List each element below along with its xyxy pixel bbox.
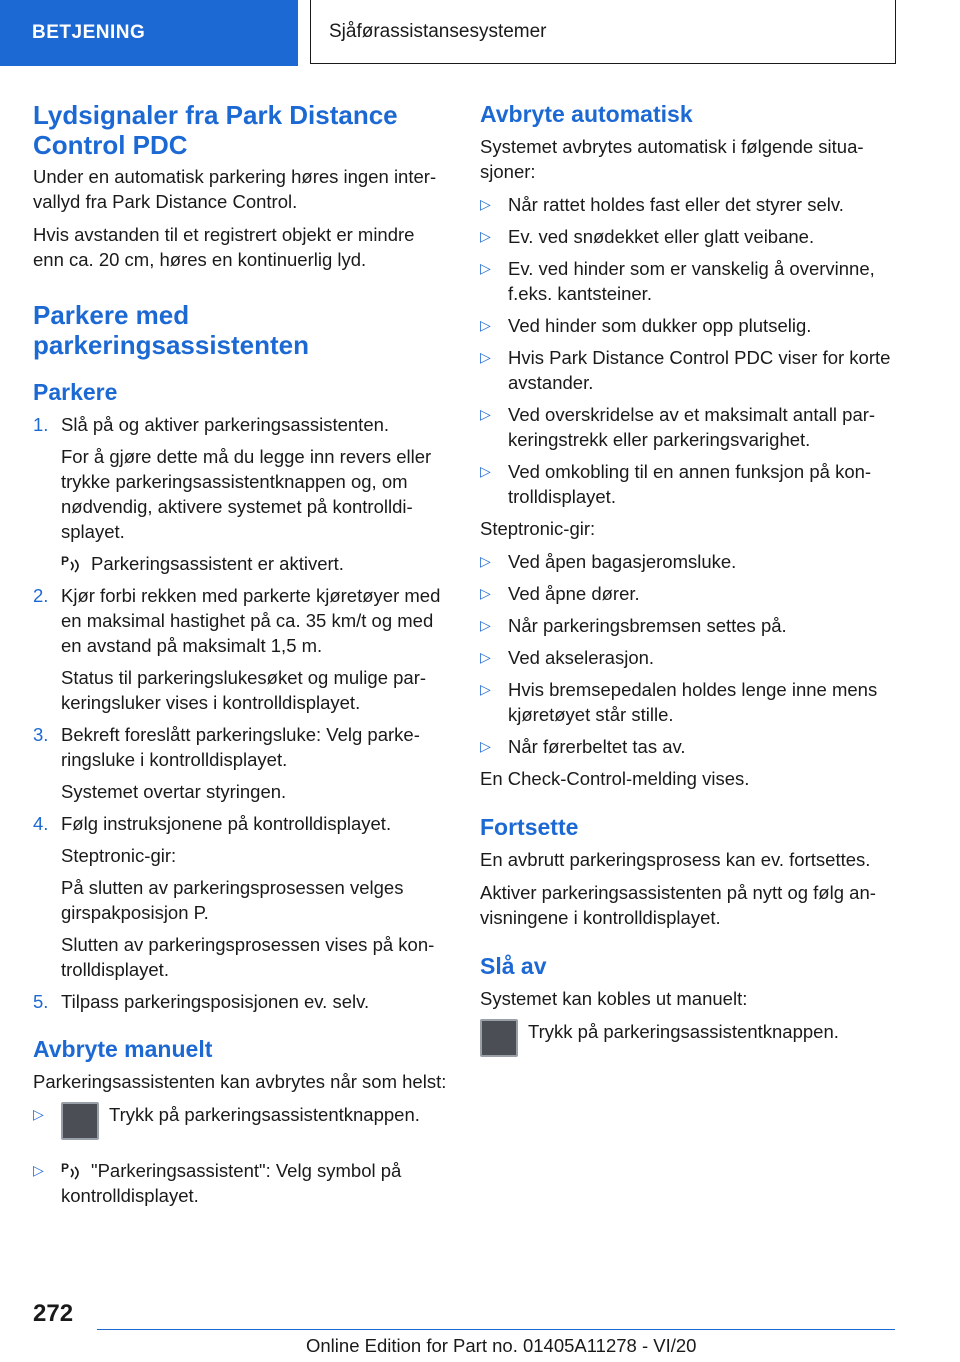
chapter-title: Sjåførassistansesystemer bbox=[310, 0, 896, 64]
step-number: 1. bbox=[33, 414, 49, 435]
bullet-text: Ved åpen bagasjeromsluke. bbox=[508, 551, 737, 572]
bullet-item bbox=[480, 224, 900, 249]
bullet-text: Hvis Park Distance Control PDC viser for korte avstander. bbox=[508, 347, 891, 393]
page-number: 272 bbox=[33, 1300, 74, 1327]
bullet-text: Ved hinder som dukker opp plutselig. bbox=[508, 315, 812, 336]
step-item bbox=[33, 811, 448, 982]
step-sub bbox=[61, 551, 448, 576]
instruction-text: Trykk på parkeringsassistentknappen. bbox=[528, 1021, 839, 1042]
triangle-bullet-icon: ▷ bbox=[480, 553, 491, 569]
footer-divider bbox=[97, 1329, 895, 1330]
bullet-text: Når parkeringsbremsen settes på. bbox=[508, 615, 787, 636]
triangle-bullet-icon: ▷ bbox=[480, 738, 491, 754]
paragraph: En avbrutt parkeringsprosess kan ev. fortsettes. bbox=[480, 849, 871, 870]
step-item bbox=[33, 989, 448, 1014]
triangle-bullet-icon: ▷ bbox=[480, 406, 491, 422]
park-assist-icon bbox=[61, 553, 83, 573]
bullet-text: Ved overskridelse av et maksimalt antall parkeringstrekk eller parkeringsvarighet. bbox=[508, 404, 876, 450]
step-item bbox=[33, 412, 448, 576]
bullet-text: Ved akselerasjon. bbox=[508, 647, 655, 668]
step-number: 2. bbox=[33, 585, 49, 606]
paragraph: Aktiver parkeringsassistenten på nytt og følg anvisningene i kontrolldisplayet. bbox=[480, 882, 876, 928]
bullet-text: "Parkeringsassistent": Velg symbol på kontrolldisplayet. bbox=[61, 1160, 402, 1206]
paragraph: Parkeringsassistenten kan avbrytes når som helst: bbox=[33, 1071, 447, 1092]
step-item bbox=[33, 583, 448, 715]
bullet-text: Ved omkobling til en annen funksjon på kontrolldisplayet. bbox=[508, 461, 872, 507]
triangle-bullet-icon: ▷ bbox=[33, 1162, 44, 1178]
bullet-item bbox=[480, 613, 900, 638]
triangle-bullet-icon: ▷ bbox=[33, 1106, 44, 1122]
bullet-list bbox=[480, 549, 900, 759]
step-sub: Slutten av parkeringsprosessen vises på kontrolldisplayet. bbox=[61, 934, 435, 980]
bullet-item bbox=[480, 459, 900, 509]
triangle-bullet-icon: ▷ bbox=[480, 463, 491, 479]
step-text: Følg instruksjonene på kontrolldisplayet. bbox=[61, 813, 392, 834]
bullet-item bbox=[480, 645, 900, 670]
paragraph: Under en automatisk parkering høres ingen intervallyd fra Park Distance Control. bbox=[33, 166, 437, 212]
step-sub: På slutten av parkeringsprosessen velges girspakposisjon P. bbox=[61, 877, 404, 923]
bullet-item bbox=[33, 1102, 448, 1140]
triangle-bullet-icon: ▷ bbox=[480, 585, 491, 601]
bullet-item bbox=[33, 1158, 448, 1208]
triangle-bullet-icon: ▷ bbox=[480, 681, 491, 697]
bullet-item bbox=[480, 677, 900, 727]
heading-cancel-manual: Avbryte manuelt bbox=[33, 1036, 213, 1062]
step-list bbox=[33, 412, 448, 1014]
heading-cancel-auto: Avbryte automatisk bbox=[480, 101, 693, 127]
bullet-text: Når rattet holdes fast eller det styrer selv. bbox=[508, 194, 844, 215]
paragraph: En Check-Control-melding vises. bbox=[480, 768, 750, 789]
park-assist-button-icon bbox=[480, 1019, 518, 1057]
bullet-list bbox=[33, 1102, 448, 1208]
step-item bbox=[33, 722, 448, 804]
bullet-text: Trykk på parkeringsassistentknappen. bbox=[109, 1104, 420, 1125]
bullet-item bbox=[480, 192, 900, 217]
bullet-item bbox=[480, 345, 900, 395]
paragraph: Systemet avbrytes automatisk i følgende situasjoner: bbox=[480, 136, 864, 182]
svg-text:P: P bbox=[61, 1161, 70, 1175]
triangle-bullet-icon: ▷ bbox=[480, 317, 491, 333]
step-number: 3. bbox=[33, 724, 49, 745]
bullet-text: Når førerbeltet tas av. bbox=[508, 736, 686, 757]
bullet-item bbox=[480, 549, 900, 574]
step-sub: Steptronic-gir: bbox=[61, 845, 177, 866]
step-sub: Status til parkeringslukesøket og mulige parkeringsluker vises i kontrolldisplayet. bbox=[61, 667, 427, 713]
bullet-list bbox=[480, 192, 900, 509]
step-sub: Systemet overtar styringen. bbox=[61, 781, 287, 802]
park-assist-icon bbox=[61, 1160, 83, 1180]
step-text: Kjør forbi rekken med parkerte kjøretøyer med en maksimal hastighet på ca. 35 km/t og med en avstand på maksimalt 1,5 m. bbox=[61, 585, 441, 656]
step-number: 4. bbox=[33, 813, 49, 834]
paragraph: Steptronic-gir: bbox=[480, 518, 596, 539]
page-header bbox=[0, 0, 960, 66]
bullet-text: Ev. ved hinder som er vanskelig å overvinne, f.eks. kantsteiner. bbox=[508, 258, 875, 304]
svg-text:P: P bbox=[61, 554, 70, 568]
triangle-bullet-icon: ▷ bbox=[480, 349, 491, 365]
triangle-bullet-icon: ▷ bbox=[480, 649, 491, 665]
step-sub: For å gjøre dette må du legge inn revers eller trykke parkeringsassistentknappen og, om nødvendig, aktivere systemet på kontrolldisplayet. bbox=[61, 446, 432, 542]
bullet-text: Hvis bremsepedalen holdes lenge inne mens kjøretøyet står stille. bbox=[508, 679, 878, 725]
step-number: 5. bbox=[33, 991, 49, 1012]
bullet-text: Ved åpne dører. bbox=[508, 583, 640, 604]
triangle-bullet-icon: ▷ bbox=[480, 617, 491, 633]
park-assist-button-icon bbox=[61, 1102, 99, 1140]
triangle-bullet-icon: ▷ bbox=[480, 228, 491, 244]
triangle-bullet-icon: ▷ bbox=[480, 260, 491, 276]
paragraph: Systemet kan kobles ut manuelt: bbox=[480, 988, 748, 1009]
heading-continue: Fortsette bbox=[480, 814, 579, 840]
heading-pdc-signals: Lydsignaler fra Park Distance Control PDC bbox=[33, 100, 398, 160]
bullet-item bbox=[480, 581, 900, 606]
bullet-text: Ev. ved snødekket eller glatt veibane. bbox=[508, 226, 815, 247]
step-text: Bekreft foreslått parkeringsluke: Velg parkeringsluke i kontrolldisplayet. bbox=[61, 724, 420, 770]
step-text: Tilpass parkeringsposisjonen ev. selv. bbox=[61, 991, 370, 1012]
bullet-item bbox=[480, 313, 900, 338]
button-instruction bbox=[480, 1019, 900, 1057]
left-column bbox=[33, 100, 448, 1215]
heading-parkere: Parkere bbox=[33, 379, 118, 405]
bullet-item bbox=[480, 402, 900, 452]
heading-park-with-assistant: Parkere med parkeringsassistenten bbox=[33, 300, 310, 360]
edition-text: Online Edition for Part no. 01405A11278 - VI/20 bbox=[306, 1335, 697, 1356]
paragraph: Hvis avstanden til et registrert objekt er mindre enn ca. 20 cm, høres en kontinuerlig lyd. bbox=[33, 224, 415, 270]
step-text: Slå på og aktiver parkeringsassistenten. bbox=[61, 414, 390, 435]
bullet-item bbox=[480, 256, 900, 306]
right-column bbox=[480, 100, 900, 1057]
bullet-item bbox=[480, 734, 900, 759]
step-sub-text: Parkeringsassistent er aktivert. bbox=[91, 553, 344, 574]
triangle-bullet-icon: ▷ bbox=[480, 196, 491, 212]
section-label: BETJENING bbox=[0, 0, 298, 66]
heading-turn-off: Slå av bbox=[480, 953, 547, 979]
